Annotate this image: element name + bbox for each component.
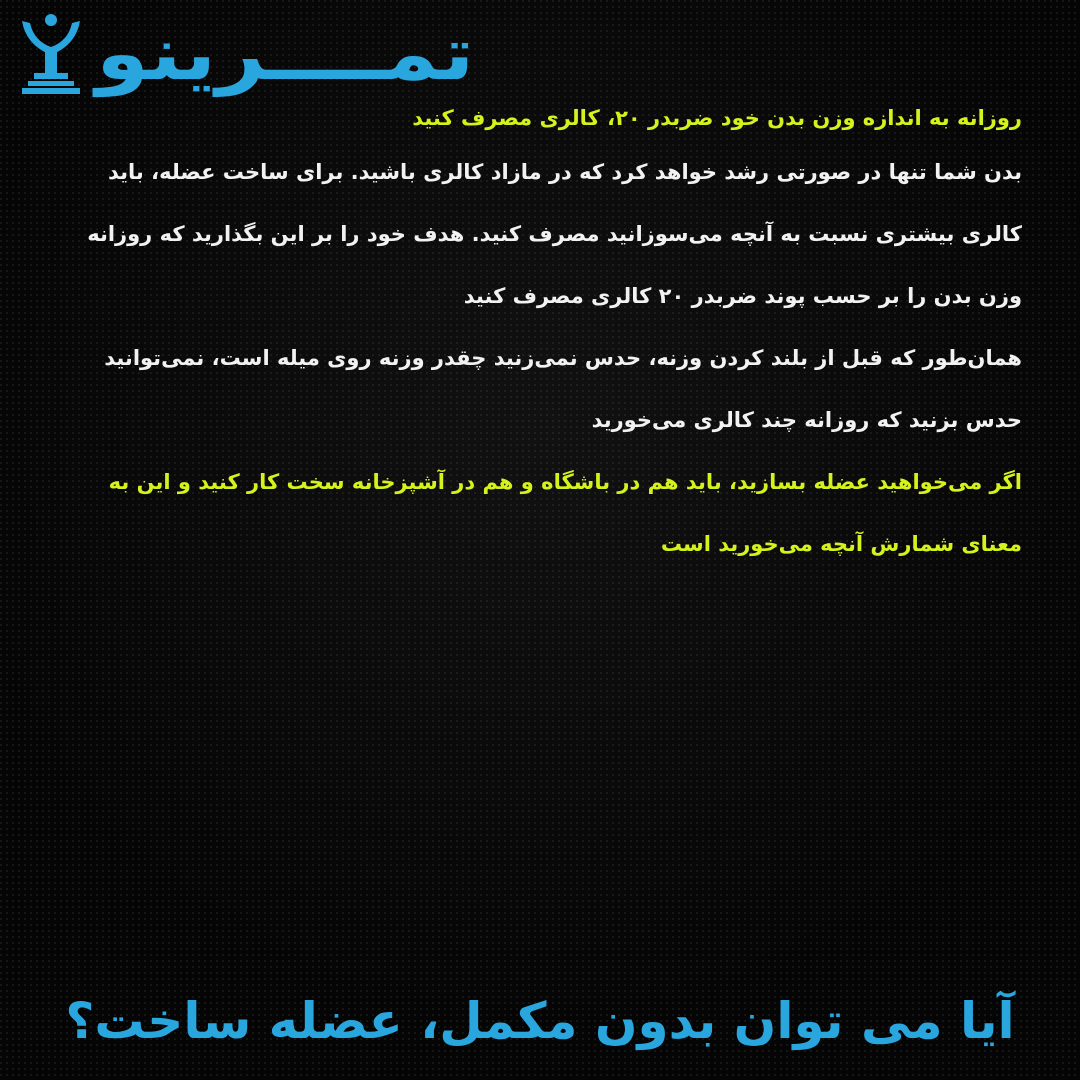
body-line: وزن بدن را بر حسب پوند ضربدر ۲۰ کالری مصرف کنید	[463, 284, 1022, 308]
body-line: بدن شما تنها در صورتی رشد خواهد کرد که در مازاد کالری باشید. برای ساخت عضله، باید	[108, 160, 1022, 184]
body-line: کالری بیشتری نسبت به آنچه می‌سوزانید مصرف کنید. هدف خود را بر این بگذارید که روزانه	[87, 222, 1022, 246]
body-line: حدس بزنید که روزانه چند کالری می‌خورید	[591, 408, 1022, 432]
logo-text: تمــــرینو	[96, 11, 475, 97]
main-text	[42, 96, 1022, 582]
footer-title: آیا می توان بدون مکمل، عضله ساخت؟	[65, 992, 1015, 1050]
headline-line: روزانه به اندازه وزن بدن خود ضربدر ۲۰، کالری مصرف کنید	[412, 106, 1022, 130]
highlight-line: اگر می‌خواهید عضله بسازید، باید هم در باشگاه و هم در آشپزخانه سخت کار کنید و این به	[108, 470, 1022, 494]
brand-logo	[16, 10, 475, 98]
highlight-line: معنای شمارش آنچه می‌خورید است	[660, 532, 1022, 556]
body-line: همان‌طور که قبل از بلند کردن وزنه، حدس نمی‌زنید چقدر وزنه روی میله است، نمی‌توانید	[104, 346, 1022, 370]
trophy-icon	[16, 11, 86, 97]
